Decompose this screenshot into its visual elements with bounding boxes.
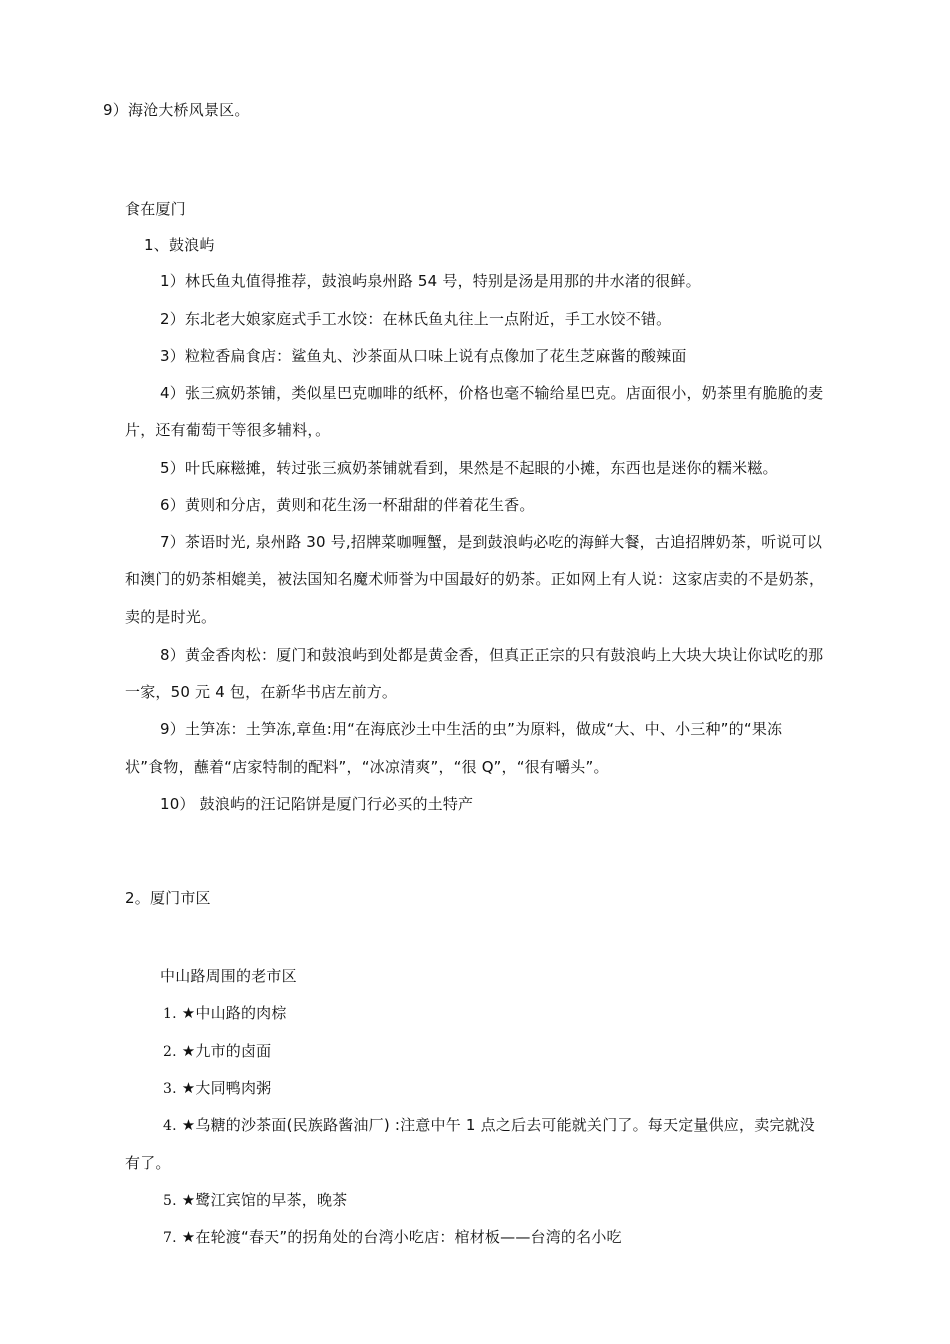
list-number: 4. xyxy=(163,1118,177,1134)
gulangyu-item-7-cont-2: 卖的是时光。 xyxy=(125,608,217,626)
list-number: 1. xyxy=(163,1006,177,1022)
gulangyu-item-8: 8）黄金香肉松：厦门和鼓浪屿到处都是黄金香，但真正正宗的只有鼓浪屿上大块大块让你试吃的那 xyxy=(160,646,824,664)
old-town-item-5 xyxy=(163,1190,347,1211)
gulangyu-item-5: 5）叶氏麻糍摊，转过张三疯奶茶铺就看到，果然是不起眼的小摊，东西也是迷你的糯米糍。 xyxy=(160,459,778,477)
list-text: ★九市的卤面 xyxy=(181,1042,272,1060)
intro-item: 9）海沧大桥风景区。 xyxy=(103,101,250,119)
gulangyu-item-9-cont: 状”食物，蘸着“店家特制的配料”，“冰凉清爽”，“很 Q”，“很有嚼头”。 xyxy=(125,758,609,776)
list-number: 5. xyxy=(163,1193,177,1209)
gulangyu-item-8-cont: 一家，50 元 4 包，在新华书店左前方。 xyxy=(125,683,398,701)
list-number: 7. xyxy=(163,1230,177,1246)
old-town-item-2 xyxy=(163,1041,271,1062)
gulangyu-heading: 1、鼓浪屿 xyxy=(144,236,215,254)
gulangyu-item-2: 2）东北老大娘家庭式手工水饺：在林氏鱼丸往上一点附近，手工水饺不错。 xyxy=(160,310,672,328)
old-town-heading: 中山路周围的老市区 xyxy=(160,967,297,985)
city-heading: 2。厦门市区 xyxy=(125,889,211,907)
list-text: ★乌糖的沙茶面(民族路酱油厂) :注意中午 1 点之后去可能就关门了。每天定量供应，卖完就没 xyxy=(181,1116,815,1134)
gulangyu-item-1: 1）林氏鱼丸值得推荐，鼓浪屿泉州路 54 号，特别是汤是用那的井水渚的很鲜。 xyxy=(160,272,701,290)
gulangyu-item-7: 7）茶语时光, 泉州路 30 号,招牌菜咖喱蟹，是到鼓浪屿必吃的海鲜大餐，古追招牌奶茶，听说可以 xyxy=(160,533,823,551)
old-town-item-1 xyxy=(163,1003,287,1024)
list-text: ★大同鸭肉粥 xyxy=(181,1079,272,1097)
list-text: ★中山路的肉棕 xyxy=(181,1004,287,1022)
gulangyu-item-7-cont-1: 和澳门的奶茶相媲美，被法国知名魔术师誉为中国最好的奶茶。正如网上有人说：这家店卖的不是奶茶， xyxy=(125,570,825,588)
gulangyu-item-4-cont: 片，还有葡萄干等很多辅料，。 xyxy=(125,421,331,439)
list-text: ★鹭江宾馆的早茶，晚茶 xyxy=(181,1191,348,1209)
old-town-item-7 xyxy=(163,1227,622,1248)
list-number: 2. xyxy=(163,1044,177,1060)
list-number: 3. xyxy=(163,1081,177,1097)
list-text: ★在轮渡“春天”的拐角处的台湾小吃店：棺材板——台湾的名小吃 xyxy=(181,1228,622,1246)
list-text: 有了。 xyxy=(125,1154,171,1172)
gulangyu-item-9: 9）土笋冻：土笋冻,章鱼:用“在海底沙土中生活的虫”为原料，做成“大、中、小三种”的“果冻 xyxy=(160,720,783,738)
gulangyu-item-10: 10） 鼓浪屿的汪记陷饼是厦门行必买的土特产 xyxy=(160,795,474,813)
gulangyu-item-4: 4）张三疯奶茶铺，类似星巴克咖啡的纸杯，价格也毫不输给星巴克。店面很小，奶茶里有脆脆的麦 xyxy=(160,384,824,402)
food-heading: 食在厦门 xyxy=(125,200,186,218)
gulangyu-item-3: 3）粒粒香扁食店：鲨鱼丸、沙茶面从口味上说有点像加了花生芝麻酱的酸辣面 xyxy=(160,347,687,365)
old-town-item-3 xyxy=(163,1078,271,1099)
old-town-item-4-cont xyxy=(125,1153,171,1174)
old-town-item-4 xyxy=(163,1115,815,1136)
gulangyu-item-6: 6）黄则和分店，黄则和花生汤一杯甜甜的伴着花生香。 xyxy=(160,496,535,514)
